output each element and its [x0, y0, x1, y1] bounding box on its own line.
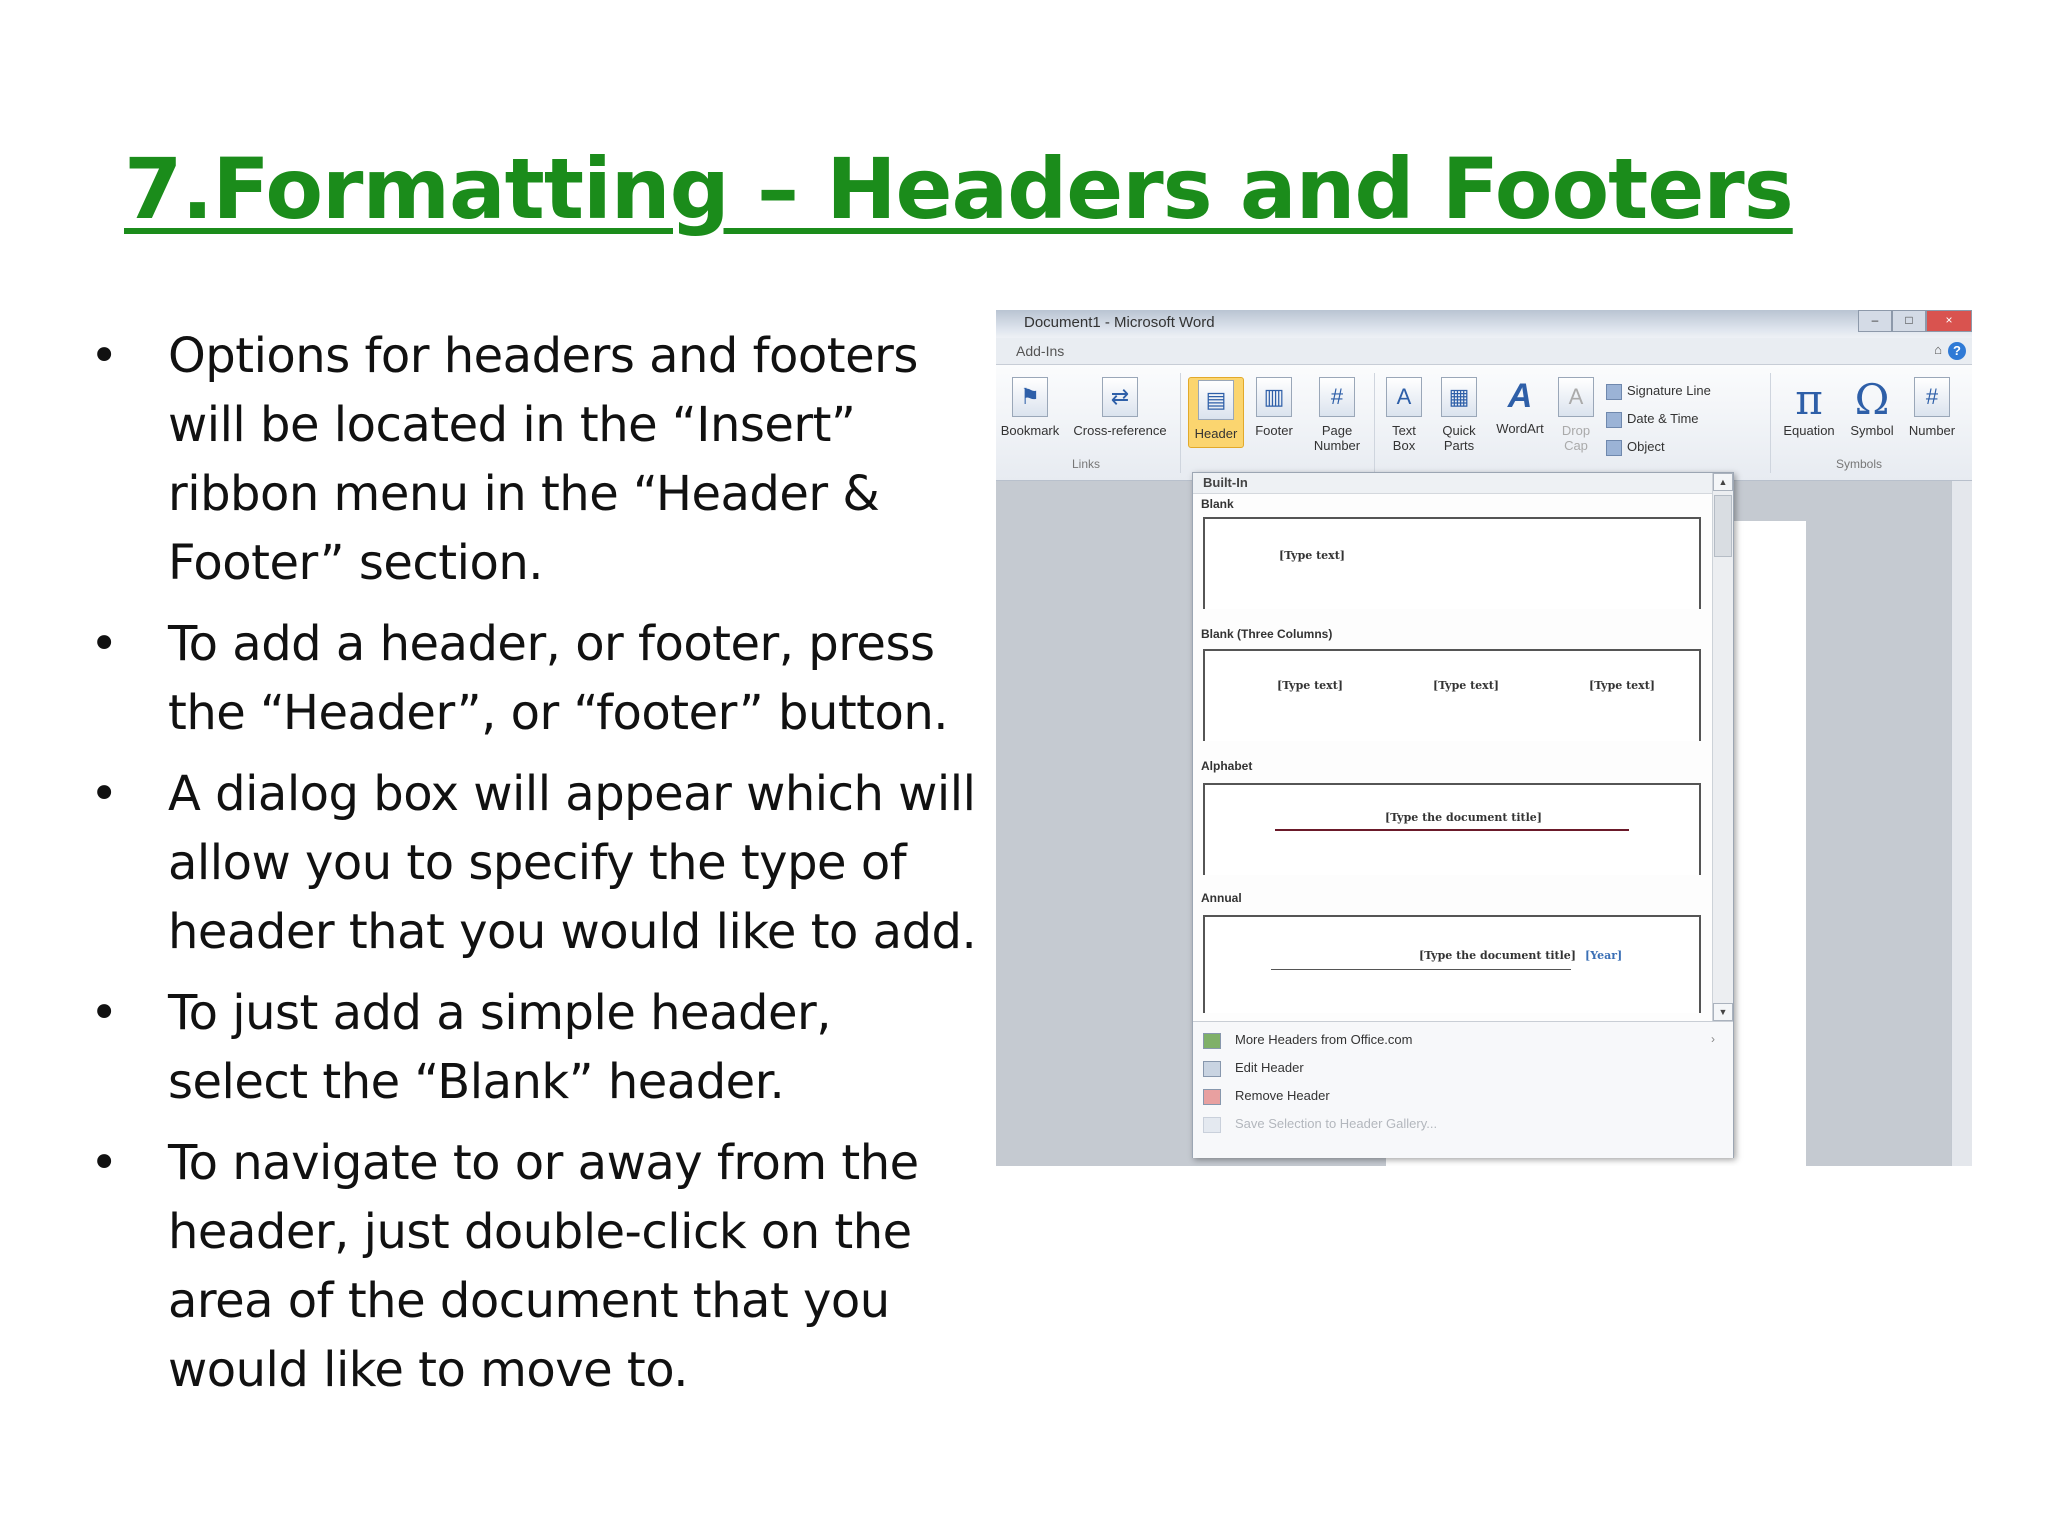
template-annual[interactable]: [Type the document title] [Year] — [1203, 915, 1701, 1013]
ribbon-tabs — [996, 338, 1972, 365]
scroll-up-icon[interactable]: ▲ — [1713, 473, 1733, 491]
close-button[interactable]: × — [1926, 310, 1972, 332]
gallery-heading: Built-In — [1193, 473, 1713, 494]
word-screenshot — [996, 310, 1972, 1166]
gallery-scrollbar[interactable] — [1712, 473, 1733, 1021]
template-alphabet[interactable]: [Type the document title] — [1203, 783, 1701, 875]
minimize-ribbon-icon[interactable]: ⌂ — [1934, 342, 1942, 357]
signature-line-icon — [1606, 384, 1622, 400]
submenu-chevron-icon: › — [1711, 1032, 1715, 1046]
pi-icon: π — [1795, 375, 1823, 424]
template-label-blank-three-columns: Blank (Three Columns) — [1201, 627, 1333, 641]
page-number-button[interactable]: # Page Number — [1306, 377, 1368, 453]
cross-reference-button[interactable]: ⇄ Cross-reference — [1066, 377, 1174, 438]
bullet-text: A dialog box will appear which will allow you to specify the type of header that you would like to add. — [168, 766, 977, 960]
group-separator — [1770, 373, 1771, 473]
scroll-thumb[interactable] — [1714, 495, 1732, 557]
bookmark-button[interactable]: ⚑ Bookmark — [1000, 377, 1060, 438]
bullet-dot: • — [90, 766, 118, 822]
bullet-list — [84, 322, 984, 1417]
header-icon: ▤ — [1198, 380, 1234, 420]
more-headers-menu-item[interactable]: More Headers from Office.com — [1203, 1032, 1412, 1049]
signature-line-button[interactable]: Signature Line — [1606, 383, 1711, 400]
group-label-links: Links — [1072, 457, 1101, 471]
template-label-blank: Blank — [1201, 497, 1234, 511]
bullet-text: Options for headers and footers will be located in the “Insert” ribbon menu in the “Header & Footer” section. — [168, 328, 918, 591]
equation-button[interactable]: π Equation — [1776, 377, 1842, 438]
bookmark-icon: ⚑ — [1012, 377, 1048, 417]
number-button[interactable]: # Number — [1902, 377, 1962, 438]
scroll-down-icon[interactable]: ▼ — [1713, 1003, 1733, 1021]
bullet-dot: • — [90, 616, 118, 672]
wordart-button[interactable]: A WordArt — [1496, 377, 1544, 436]
window-controls — [1858, 310, 1972, 330]
window-titlebar — [996, 310, 1972, 338]
date-time-button[interactable]: Date & Time — [1606, 411, 1699, 428]
insert-ribbon — [996, 365, 1972, 481]
bullet-text: To navigate to or away from the header, just double-click on the area of the document that you would like to move to. — [168, 1135, 919, 1398]
template-blank[interactable]: [Type text] — [1203, 517, 1701, 609]
date-time-icon — [1606, 412, 1622, 428]
bullet-item — [84, 610, 984, 748]
number-icon: # — [1914, 377, 1950, 417]
remove-header-menu-item[interactable]: Remove Header — [1203, 1088, 1330, 1105]
title-underline — [1275, 829, 1629, 831]
group-label-symbols: Symbols — [1836, 457, 1883, 471]
help-icon[interactable]: ? — [1948, 342, 1966, 360]
edit-header-menu-item[interactable]: Edit Header — [1203, 1060, 1304, 1077]
office-globe-icon — [1203, 1033, 1221, 1049]
template-label-alphabet: Alphabet — [1201, 759, 1253, 773]
edit-header-icon — [1203, 1061, 1221, 1077]
drop-cap-icon: A — [1558, 377, 1594, 417]
drop-cap-button[interactable]: A Drop Cap — [1554, 377, 1598, 453]
wordart-icon: A — [1507, 377, 1533, 415]
template-label-annual: Annual — [1201, 891, 1242, 905]
bullet-item — [84, 1129, 984, 1405]
bullet-item — [84, 760, 984, 967]
object-icon — [1606, 440, 1622, 456]
bullet-text: To just add a simple header, select the “Blank” header. — [168, 985, 831, 1110]
group-separator — [1180, 373, 1181, 473]
bullet-dot: • — [90, 328, 118, 384]
bullet-item — [84, 322, 984, 598]
tab-add-ins[interactable]: Add-Ins — [1016, 343, 1065, 359]
bullet-dot: • — [90, 985, 118, 1041]
template-blank-three-columns[interactable]: [Type text] [Type text] [Type text] — [1203, 649, 1701, 741]
quick-parts-button[interactable]: ▦ Quick Parts — [1434, 377, 1484, 453]
symbol-button[interactable]: Ω Symbol — [1846, 377, 1898, 438]
footer-button[interactable]: ▥ Footer — [1248, 377, 1300, 438]
page-number-icon: # — [1319, 377, 1355, 417]
omega-icon: Ω — [1854, 375, 1890, 424]
cross-reference-icon: ⇄ — [1102, 377, 1138, 417]
maximize-button[interactable]: □ — [1892, 310, 1926, 332]
text-box-button[interactable]: A Text Box — [1380, 377, 1428, 453]
footer-icon: ▥ — [1256, 377, 1292, 417]
bullet-text: To add a header, or footer, press the “Header”, or “footer” button. — [168, 616, 949, 741]
gallery-menu — [1193, 1021, 1733, 1158]
bullet-dot: • — [90, 1135, 118, 1191]
save-selection-icon — [1203, 1117, 1221, 1133]
vertical-scrollbar[interactable] — [1951, 481, 1972, 1166]
title-rule — [1271, 969, 1571, 970]
header-button[interactable]: ▤ Header — [1188, 377, 1244, 448]
slide-title: 7.Formatting – Headers and Footers — [124, 140, 1793, 238]
minimize-button[interactable]: – — [1858, 310, 1892, 332]
header-gallery-dropdown — [1192, 472, 1734, 1158]
window-title: Document1 - Microsoft Word — [1024, 314, 1215, 331]
save-selection-menu-item: Save Selection to Header Gallery... — [1203, 1116, 1437, 1133]
group-separator — [1374, 373, 1375, 473]
remove-header-icon — [1203, 1089, 1221, 1105]
object-button[interactable]: Object — [1606, 439, 1665, 456]
quick-parts-icon: ▦ — [1441, 377, 1477, 417]
bullet-item — [84, 979, 984, 1117]
text-box-icon: A — [1386, 377, 1422, 417]
